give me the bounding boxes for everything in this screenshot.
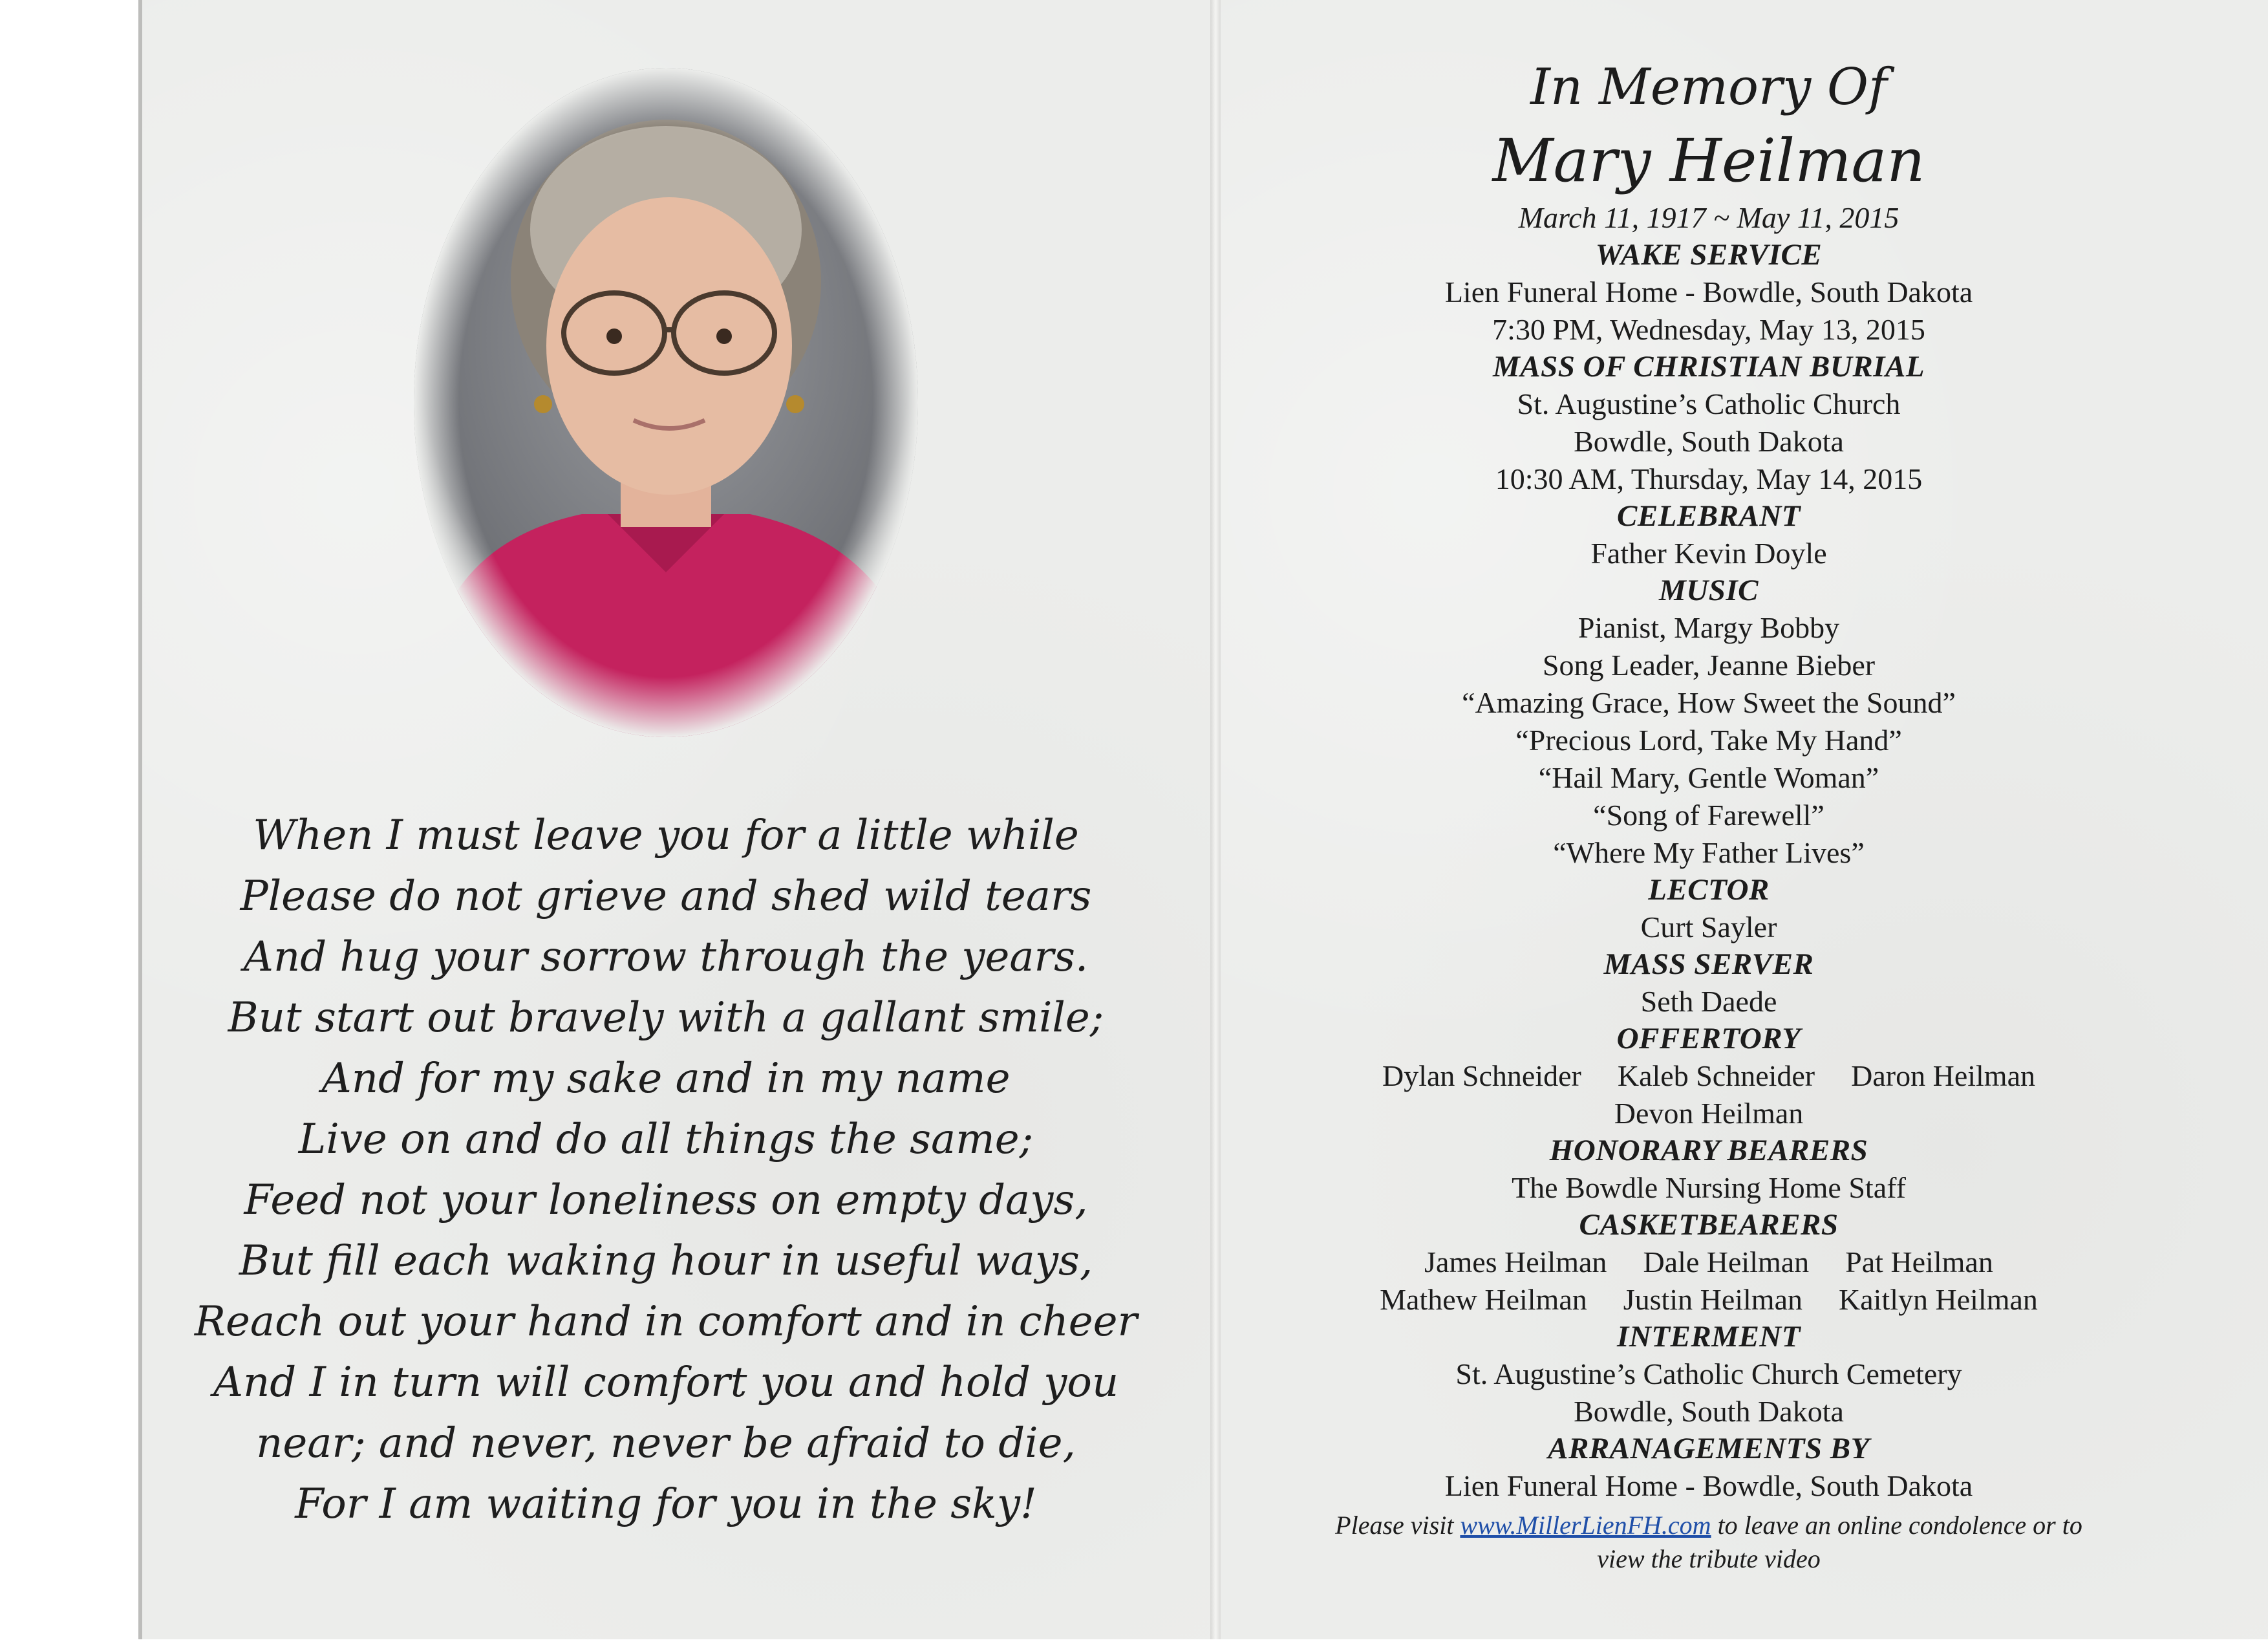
poem-line: And for my sake and in my name	[321, 1055, 1011, 1103]
section-mass-server	[1130, 946, 2268, 1020]
section-lector	[1130, 872, 2268, 946]
section-line: “Precious Lord, Take My Hand”	[1515, 724, 1902, 757]
person-name: Mathew Heilman	[1380, 1283, 1587, 1316]
person-name: Devon Heilman	[1614, 1097, 1804, 1130]
section-offertory	[1130, 1020, 2268, 1132]
section-line: St. Augustine’s Catholic Church	[1517, 387, 1901, 420]
section-wake-service	[1130, 237, 2268, 349]
funeral-home-website-link[interactable]: www.MillerLienFH.com	[1460, 1511, 1711, 1540]
poem-line: Reach out your hand in comfort and in cheer	[194, 1298, 1138, 1346]
section-line: 10:30 AM, Thursday, May 14, 2015	[1495, 462, 1923, 495]
section-interment	[1130, 1319, 2268, 1430]
poem-line: Please do not grieve and shed wild tears	[240, 872, 1092, 920]
visit-prefix: Please visit	[1335, 1511, 1460, 1540]
section-heading: WAKE SERVICE	[1595, 238, 1823, 272]
poem-line: When I must leave you for a little while	[253, 812, 1079, 859]
poem-line: Feed not your loneliness on empty days,	[244, 1176, 1088, 1224]
service-program	[1221, 52, 2268, 1576]
section-casketbearers	[1130, 1207, 2268, 1319]
portrait-photo	[414, 68, 918, 737]
section-line: “Amazing Grace, How Sweet the Sound”	[1462, 686, 1956, 719]
person-name: Kaleb Schneider	[1617, 1059, 1815, 1092]
section-mass	[1130, 349, 2268, 498]
section-line: Bowdle, South Dakota	[1574, 1395, 1844, 1428]
person-name: James Heilman	[1424, 1245, 1607, 1278]
section-line: “Hail Mary, Gentle Woman”	[1538, 761, 1879, 794]
life-dates: March 11, 1917 ~ May 11, 2015	[1518, 201, 1899, 234]
section-line: Father Kevin Doyle	[1590, 537, 1827, 570]
section-heading: CASKETBEARERS	[1579, 1208, 1839, 1242]
person-name: Daron Heilman	[1851, 1059, 2035, 1092]
poem-line: For I am waiting for you in the sky!	[295, 1480, 1037, 1528]
poem-line: near; and never, never be afraid to die,	[256, 1419, 1076, 1467]
section-line: Song Leader, Jeanne Bieber	[1542, 649, 1876, 682]
portrait-illustration	[414, 68, 918, 737]
names-row	[1130, 1057, 2268, 1095]
section-heading: MASS OF CHRISTIAN BURIAL	[1492, 350, 1925, 383]
poem-line: But fill each waking hour in useful ways,	[239, 1237, 1093, 1285]
memorial-poem	[194, 805, 1138, 1535]
section-line: “Where My Father Lives”	[1553, 836, 1865, 869]
section-line: 7:30 PM, Wednesday, May 13, 2015	[1492, 313, 1925, 346]
section-arrangements	[1130, 1430, 2268, 1505]
visit-suffix: to leave an online condolence or to	[1711, 1511, 2082, 1540]
section-heading: MASS SERVER	[1603, 947, 1814, 981]
section-line: Seth Daede	[1640, 985, 1777, 1018]
poem-line: And I in turn will comfort you and hold you	[213, 1359, 1119, 1406]
person-name: Justin Heilman	[1623, 1283, 1803, 1316]
deceased-name: Mary Heilman	[1492, 126, 1925, 195]
section-honorary-bearers	[1130, 1132, 2268, 1207]
names-row	[1130, 1244, 2268, 1281]
section-heading: HONORARY BEARERS	[1549, 1134, 1868, 1167]
names-row	[1130, 1095, 2268, 1132]
section-heading: CELEBRANT	[1617, 499, 1801, 533]
person-name: Dale Heilman	[1643, 1245, 1810, 1278]
poem-line: Live on and do all things the same;	[298, 1116, 1034, 1163]
section-line: Curt Sayler	[1640, 911, 1777, 943]
section-heading: OFFERTORY	[1616, 1022, 1801, 1055]
person-name: Pat Heilman	[1845, 1245, 1993, 1278]
visit-note	[1130, 1509, 2268, 1576]
section-music	[1130, 572, 2268, 872]
section-line: Pianist, Margy Bobby	[1578, 611, 1840, 644]
section-line: The Bowdle Nursing Home Staff	[1512, 1171, 1906, 1204]
section-heading: MUSIC	[1658, 574, 1759, 607]
section-celebrant	[1130, 498, 2268, 572]
section-heading: ARRANAGEMENTS BY	[1548, 1432, 1870, 1465]
section-line: Bowdle, South Dakota	[1574, 425, 1844, 458]
person-name: Dylan Schneider	[1382, 1059, 1581, 1092]
memorial-title: In Memory Of	[1530, 58, 1887, 116]
section-heading: INTERMENT	[1617, 1320, 1801, 1353]
names-row	[1130, 1281, 2268, 1319]
section-line: “Song of Farewell”	[1593, 799, 1824, 832]
poem-line: But start out bravely with a gallant smile;	[228, 994, 1104, 1042]
section-line: Lien Funeral Home - Bowdle, South Dakota	[1444, 275, 1973, 308]
section-line: St. Augustine’s Catholic Church Cemetery	[1455, 1357, 1962, 1390]
section-line: Lien Funeral Home - Bowdle, South Dakota	[1444, 1469, 1973, 1502]
visit-line-2: view the tribute video	[1597, 1544, 1821, 1573]
poem-line: And hug your sorrow through the years.	[243, 933, 1089, 981]
section-heading: LECTOR	[1648, 873, 1770, 907]
person-name: Kaitlyn Heilman	[1839, 1283, 2038, 1316]
